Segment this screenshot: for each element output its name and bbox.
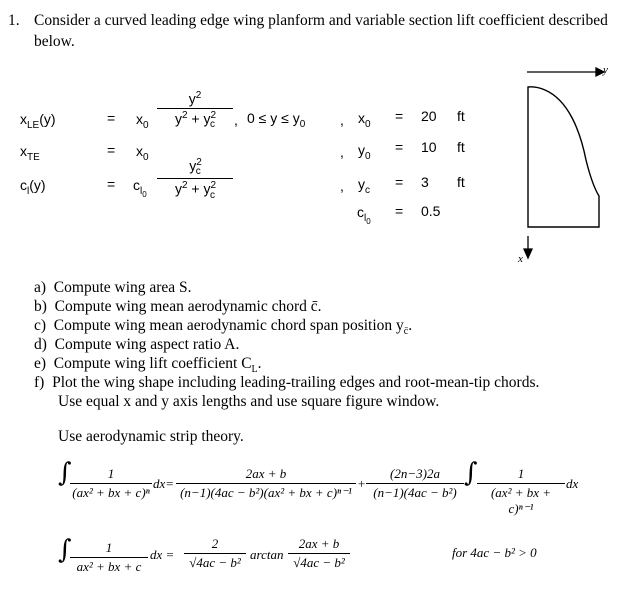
int1-plus: + bbox=[357, 476, 366, 491]
diagram-y-label: y bbox=[603, 64, 608, 76]
int2-integrand: 1 ax² + bx + c bbox=[70, 540, 148, 575]
cl-fraction: $y^2_c$ $y^2 + y^2_c$ bbox=[157, 157, 233, 201]
param-yc-value: 3 bbox=[421, 174, 429, 190]
x-axis-arrowhead bbox=[524, 249, 532, 258]
int2-dx: dx = bbox=[150, 547, 175, 562]
integral-sign-2: ∫ bbox=[464, 458, 478, 488]
task-f: f) Plot the wing shape including leading-trailing edges and root-mean-tip chords. bbox=[34, 374, 540, 391]
param-cl0-equals: = bbox=[395, 203, 404, 219]
int2-arctan: arctan bbox=[250, 547, 284, 562]
param-x0-value: 20 bbox=[421, 108, 437, 124]
int2-coef: 2 √4ac − b² bbox=[184, 536, 246, 571]
param-x0: $x_0$ bbox=[358, 110, 371, 130]
param-y0-unit: ft bbox=[457, 139, 465, 155]
param-y0-value: 10 bbox=[421, 139, 437, 155]
int1-term2: (2n−3)2a (n−1)(4ac − b²) bbox=[366, 466, 464, 501]
task-d: d) Compute wing aspect ratio A. bbox=[34, 336, 240, 353]
cl-label: $c_l(y)$ bbox=[20, 177, 46, 197]
integral-sign-1: ∫ bbox=[58, 458, 72, 488]
diagram-x-label: x bbox=[518, 253, 523, 265]
param-comma-2: , bbox=[340, 144, 344, 160]
xle-range: $0 \le y \le y_0$ bbox=[247, 110, 306, 130]
problem-intro-line2: below. bbox=[34, 33, 75, 50]
problem-number: 1. bbox=[8, 12, 20, 29]
task-a: a) Compute wing area S. bbox=[34, 279, 192, 296]
xle-equals: = bbox=[107, 110, 116, 126]
param-x0-unit: ft bbox=[457, 108, 465, 124]
xle-comma: , bbox=[234, 112, 238, 128]
xte-label: $x_{TE}$ bbox=[20, 143, 40, 163]
param-y0-equals: = bbox=[395, 139, 404, 155]
param-yc-unit: ft bbox=[457, 174, 465, 190]
task-e: e) Compute wing lift coefficient $C_L$. bbox=[34, 355, 262, 376]
int1-term3-dx: dx bbox=[566, 476, 579, 491]
int1-term1: 2ax + b (n−1)(4ac − b²)(ax² + bx + c)ⁿ⁻¹ bbox=[176, 466, 356, 501]
xle-x0: $x_0$ bbox=[136, 111, 149, 131]
param-yc-equals: = bbox=[395, 174, 404, 190]
int1-dx: dx= bbox=[153, 476, 175, 491]
cl-equals: = bbox=[107, 176, 116, 192]
param-comma-3: , bbox=[340, 178, 344, 194]
param-cl0-value: 0.5 bbox=[421, 203, 441, 219]
int2-arg: 2ax + b √4ac − b² bbox=[288, 536, 350, 571]
int1-integrand: 1 (ax² + bx + c)ⁿ bbox=[70, 466, 152, 501]
param-cl0: $c_{l_0}$ bbox=[357, 204, 371, 226]
problem-intro-line1: Consider a curved leading edge wing planform and variable section lift coefficient described bbox=[34, 12, 608, 29]
int1-term3: 1 (ax² + bx + c)ⁿ⁻¹ bbox=[477, 466, 565, 517]
xte-x0: $x_0$ bbox=[136, 143, 149, 163]
param-y0: $y_0$ bbox=[358, 142, 371, 162]
task-b: b) Compute wing mean aerodynamic chord c̄. bbox=[34, 298, 322, 315]
param-comma-1: , bbox=[340, 112, 344, 128]
cl-cl0: $c_{l_0}$ bbox=[133, 177, 147, 199]
param-x0-equals: = bbox=[395, 108, 404, 124]
xle-fraction: $y^2$ $y^2 + y^2_c$ bbox=[157, 90, 233, 130]
int2-condition: for 4ac − b² > 0 bbox=[452, 545, 537, 560]
task-c: c) Compute wing mean aerodynamic chord span position $y_{c̄}$. bbox=[34, 317, 413, 338]
xte-equals: = bbox=[107, 142, 116, 158]
xle-label: $x_{LE}(y)$ bbox=[20, 111, 56, 131]
task-f-note: Use equal x and y axis lengths and use square figure window. bbox=[58, 393, 440, 410]
strip-theory-note: Use aerodynamic strip theory. bbox=[58, 428, 244, 445]
integral-sign-3: ∫ bbox=[58, 535, 72, 565]
param-yc: $y_c$ bbox=[358, 176, 370, 196]
wing-outline bbox=[528, 87, 599, 227]
